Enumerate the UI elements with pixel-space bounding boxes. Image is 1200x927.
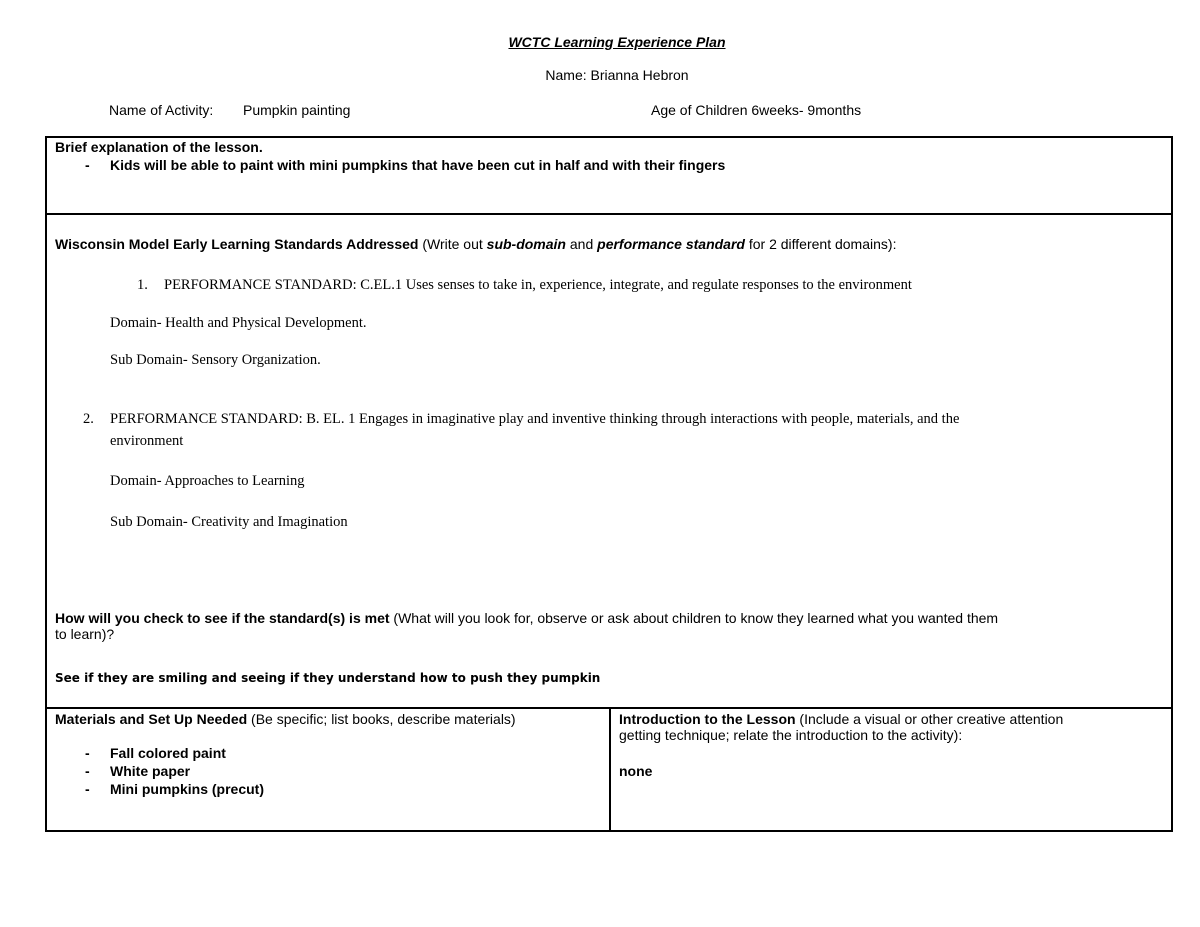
materials-item: Fall colored paint	[110, 745, 226, 761]
standards-heading-perf: performance standard	[597, 236, 745, 252]
page-title: WCTC Learning Experience Plan	[508, 34, 726, 50]
age-of-children: Age of Children 6weeks- 9months	[651, 102, 862, 118]
check-heading-bold: How will you check to see if the standard(s) is met	[55, 610, 390, 626]
materials-item: Mini pumpkins (precut)	[110, 781, 264, 797]
materials-heading-bold: Materials and Set Up Needed	[55, 711, 248, 727]
materials-heading	[55, 711, 516, 727]
check-heading-rest-1: (What will you look for, observe or ask about children to know they learned what you wanted them	[389, 610, 999, 626]
materials-bullet: -	[85, 781, 90, 797]
standard-2-domain: Domain- Approaches to Learning	[110, 473, 305, 489]
brief-item: Kids will be able to paint with mini pumpkins that have been cut in half and with their fingers	[110, 157, 726, 173]
intro-heading	[619, 711, 1159, 743]
intro-heading-rest-1: (Include a visual or other creative attention	[795, 711, 1064, 727]
divider-brief	[47, 213, 1171, 215]
standard-2-number: 2.	[83, 411, 94, 427]
materials-heading-rest: (Be specific; list books, describe materials)	[247, 711, 516, 727]
standard-1-subdomain: Sub Domain- Sensory Organization.	[110, 352, 321, 368]
standard-2-subdomain: Sub Domain- Creativity and Imagination	[110, 514, 348, 530]
lesson-plan-table	[45, 136, 1173, 832]
check-heading-rest-2: to learn)?	[55, 626, 115, 642]
student-name: Name: Brianna Hebron	[545, 67, 689, 83]
check-heading	[55, 610, 1095, 642]
brief-heading: Brief explanation of the lesson.	[55, 139, 263, 155]
materials-item: White paper	[110, 763, 191, 779]
standards-heading-bold: Wisconsin Model Early Learning Standards Addressed	[55, 236, 419, 252]
standard-2-text-line2: environment	[110, 433, 184, 449]
standards-heading	[55, 236, 896, 252]
standard-1-text: PERFORMANCE STANDARD: C.EL.1 Uses senses to take in, experience, integrate, and regulate responses to the environment	[164, 277, 912, 293]
standards-heading-sub: sub-domain	[486, 236, 566, 252]
check-answer: See if they are smiling and seeing if they understand how to push they pumpkin	[55, 671, 601, 685]
activity-label: Name of Activity:	[109, 102, 214, 118]
standard-1-number: 1.	[137, 277, 148, 293]
brief-bullet: -	[85, 157, 90, 173]
activity-value: Pumpkin painting	[243, 102, 351, 118]
materials-bullet: -	[85, 745, 90, 761]
materials-bullet: -	[85, 763, 90, 779]
standards-heading-post: for 2 different domains):	[744, 236, 897, 252]
intro-heading-rest-2: getting technique; relate the introduction to the activity):	[619, 727, 963, 743]
standards-heading-pre: (Write out	[418, 236, 487, 252]
intro-answer: none	[619, 763, 653, 779]
standard-1-domain: Domain- Health and Physical Development.	[110, 315, 367, 331]
intro-heading-bold: Introduction to the Lesson	[619, 711, 796, 727]
standards-heading-and: and	[566, 236, 598, 252]
divider-columns	[609, 708, 611, 830]
standard-2-text-line1: PERFORMANCE STANDARD: B. EL. 1 Engages in imaginative play and inventive thinking through interactions with people, materials, and the	[110, 411, 960, 427]
